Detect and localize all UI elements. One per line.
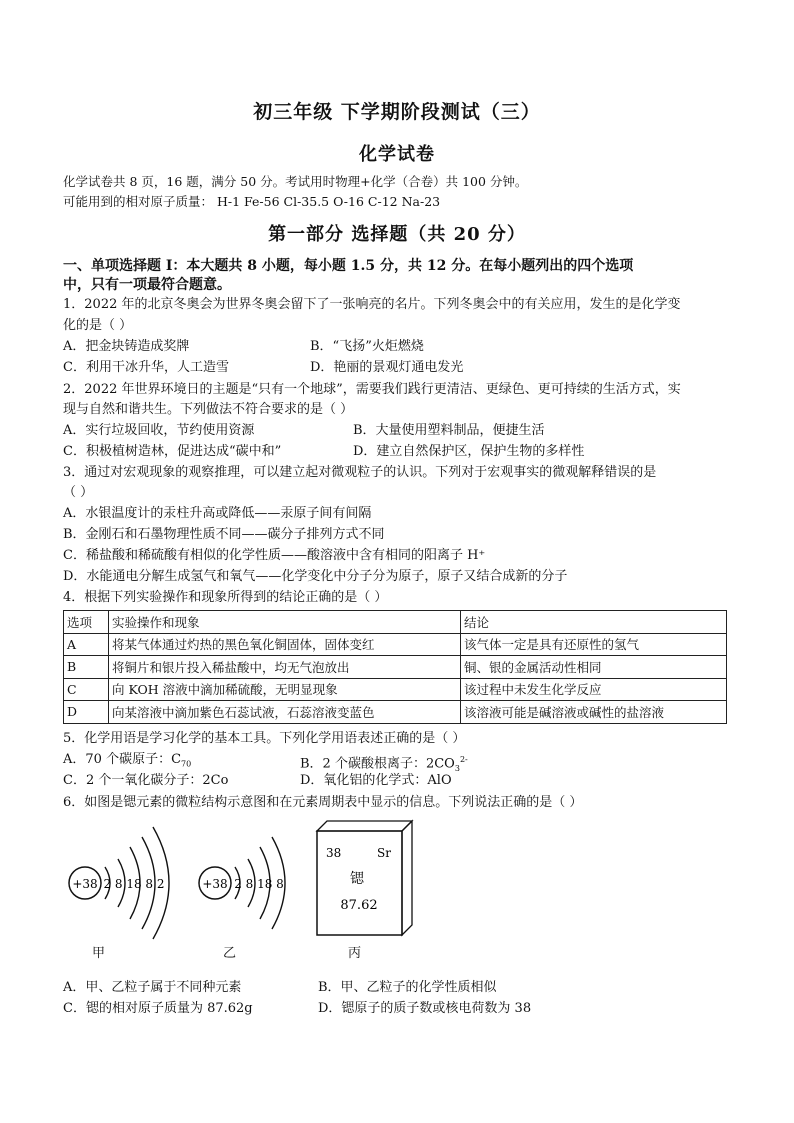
- section-title: 第一部分 选择题（共 20 分）: [268, 224, 526, 245]
- q6-option-a: A．甲、乙粒子属于不同种元素: [63, 980, 242, 995]
- nucleus-charge: +38: [72, 877, 98, 891]
- figure-label-yi: 乙: [223, 946, 237, 961]
- table-header-row: [64, 611, 727, 634]
- q2-option-a: A．实行垃圾回收，节约使用资源: [63, 423, 255, 438]
- table-row: [64, 701, 727, 724]
- table-header-cell: 结论: [461, 611, 727, 634]
- cell-side-face: [402, 821, 412, 935]
- table-cell: 该过程中未发生化学反应: [461, 678, 727, 701]
- q5-option-d: D．氧化铝的化学式：AlO: [300, 773, 452, 788]
- element-symbol: Sr: [377, 846, 391, 860]
- q5-option-a-text: A．70 个碳原子：C: [63, 752, 182, 767]
- table-header-cell: 实验操作和现象: [109, 611, 461, 634]
- figure-label-jia: 甲: [92, 946, 106, 961]
- q5-option-b-subscript: 3: [454, 763, 460, 773]
- q5-option-a-subscript: 70: [181, 759, 192, 769]
- electron-counts: 2 8 18 8 2: [103, 877, 165, 891]
- q6-stem: 6．如图是锶元素的微粒结构示意图和在元素周期表中显示的信息。下列说法正确的是（ ）: [63, 795, 583, 810]
- q1-stem-line-1: 1．2022 年的北京冬奥会为世界冬奥会留下了一张响亮的名片。下列冬奥会中的有关应用，发生的是化学变: [63, 297, 681, 312]
- q2-stem-line-1: 2．2022 年世界环境日的主题是“只有一个地球”，需要我们践行更清洁、更绿色、更可持续的生活方式，实: [63, 382, 681, 397]
- q5-option-c: C．2 个一氧化碳分子：2Co: [63, 773, 229, 788]
- q3-option-a: A．水银温度计的汞柱升高或降低——汞原子间有间隔: [63, 506, 372, 521]
- exam-info-line-1: 化学试卷共 8 页，16 题，满分 50 分。考试用时物理+化学（合卷）共 100 分钟。: [63, 174, 528, 189]
- q3-stem-line-1: 3．通过对宏观现象的观察推理，可以建立起对微观粒子的认识。下列对于宏观事实的微观解释错误的是: [63, 465, 657, 480]
- atom-diagram-jia: [69, 827, 169, 939]
- atom-diagram-yi: [199, 837, 285, 929]
- q6-option-b: B．甲、乙粒子的化学性质相似: [318, 980, 497, 995]
- section-instruction-2: 中，只有一项最符合题意。: [63, 277, 231, 293]
- q3-option-c: C．稀盐酸和稀硫酸有相似的化学性质——酸溶液中含有相同的阳离子 H⁺: [63, 548, 486, 563]
- figure-label-bing: 丙: [348, 946, 362, 961]
- table-cell: 铜、银的金属活动性相同: [461, 656, 727, 679]
- q6-option-d: D．锶原子的质子数或核电荷数为 38: [318, 1001, 532, 1016]
- q1-option-a: A．把金块铸造成奖牌: [63, 339, 190, 354]
- table-cell: 将某气体通过灼热的黑色氧化铜固体，固体变红: [109, 633, 461, 656]
- q4-stem: 4．根据下列实验操作和现象所得到的结论正确的是（ ）: [63, 590, 388, 605]
- q3-option-b: B．金刚石和石墨物理性质不同——碳分子排列方式不同: [63, 527, 385, 542]
- table-cell: 向某溶液中滴加紫色石蕊试液，石蕊溶液变蓝色: [109, 701, 461, 724]
- table-cell: 该气体一定是具有还原性的氢气: [461, 633, 727, 656]
- q4-table: [63, 610, 727, 724]
- nucleus-charge: +38: [202, 877, 228, 891]
- table-row: [64, 678, 727, 701]
- q1-stem-line-2: 化的是（ ）: [63, 318, 133, 333]
- table-cell: B: [64, 656, 109, 679]
- electron-counts: 2 8 18 8: [234, 877, 284, 891]
- q5-option-b-superscript: 2-: [459, 755, 468, 764]
- atomic-mass: 87.62: [340, 898, 378, 913]
- q1-option-c: C．利用干冰升华，人工造雪: [63, 360, 229, 375]
- exam-info-line-2: 可能用到的相对原子质量： H-1 Fe-56 Cl-35.5 O-16 C-12 Na-23: [63, 194, 441, 209]
- q5-stem: 5．化学用语是学习化学的基本工具。下列化学用语表述正确的是（ ）: [63, 731, 466, 746]
- cell-top-face: [317, 821, 412, 831]
- periodic-table-cell: [317, 821, 412, 935]
- q2-option-d: D．建立自然保护区，保护生物的多样性: [353, 444, 585, 459]
- q1-option-b: B．“飞扬”火炬燃烧: [310, 339, 424, 354]
- q2-option-c: C．积极植树造林，促进达成“碳中和”: [63, 444, 282, 459]
- table-cell: C: [64, 678, 109, 701]
- q2-option-b: B．大量使用塑料制品，便捷生活: [353, 423, 545, 438]
- section-instruction-1: 一、单项选择题 I：本大题共 8 小题，每小题 1.5 分，共 12 分。在每小题列出的四个选项: [63, 258, 634, 274]
- strontium-figure: [60, 815, 420, 965]
- q6-option-c: C．锶的相对原子质量为 87.62g: [63, 1001, 253, 1016]
- table-cell: 将铜片和银片投入稀盐酸中，均无气泡放出: [109, 656, 461, 679]
- q3-option-d: D．水能通电分解生成氢气和氧气——化学变化中分子分为原子，原子又结合成新的分子: [63, 569, 568, 584]
- table-header-cell: 选项: [64, 611, 109, 634]
- table-row: [64, 656, 727, 679]
- q2-stem-line-2: 现与自然和谐共生。下列做法不符合要求的是（ ）: [63, 402, 354, 417]
- exam-title: 初三年级 下学期阶段测试（三）: [253, 101, 541, 123]
- q5-option-b-text: B．2 个碳酸根离子：2CO: [300, 756, 455, 772]
- q3-stem-line-2: （ ）: [63, 485, 94, 500]
- table-cell: D: [64, 701, 109, 724]
- table-cell: A: [64, 633, 109, 656]
- atomic-number: 38: [326, 846, 342, 860]
- table-cell: 向 KOH 溶液中滴加稀硫酸，无明显现象: [109, 678, 461, 701]
- table-cell: 该溶液可能是碱溶液或碱性的盐溶液: [461, 701, 727, 724]
- q1-option-d: D．艳丽的景观灯通电发光: [310, 360, 464, 375]
- exam-subtitle: 化学试卷: [359, 144, 435, 165]
- table-row: [64, 633, 727, 656]
- element-name: 锶: [350, 871, 364, 887]
